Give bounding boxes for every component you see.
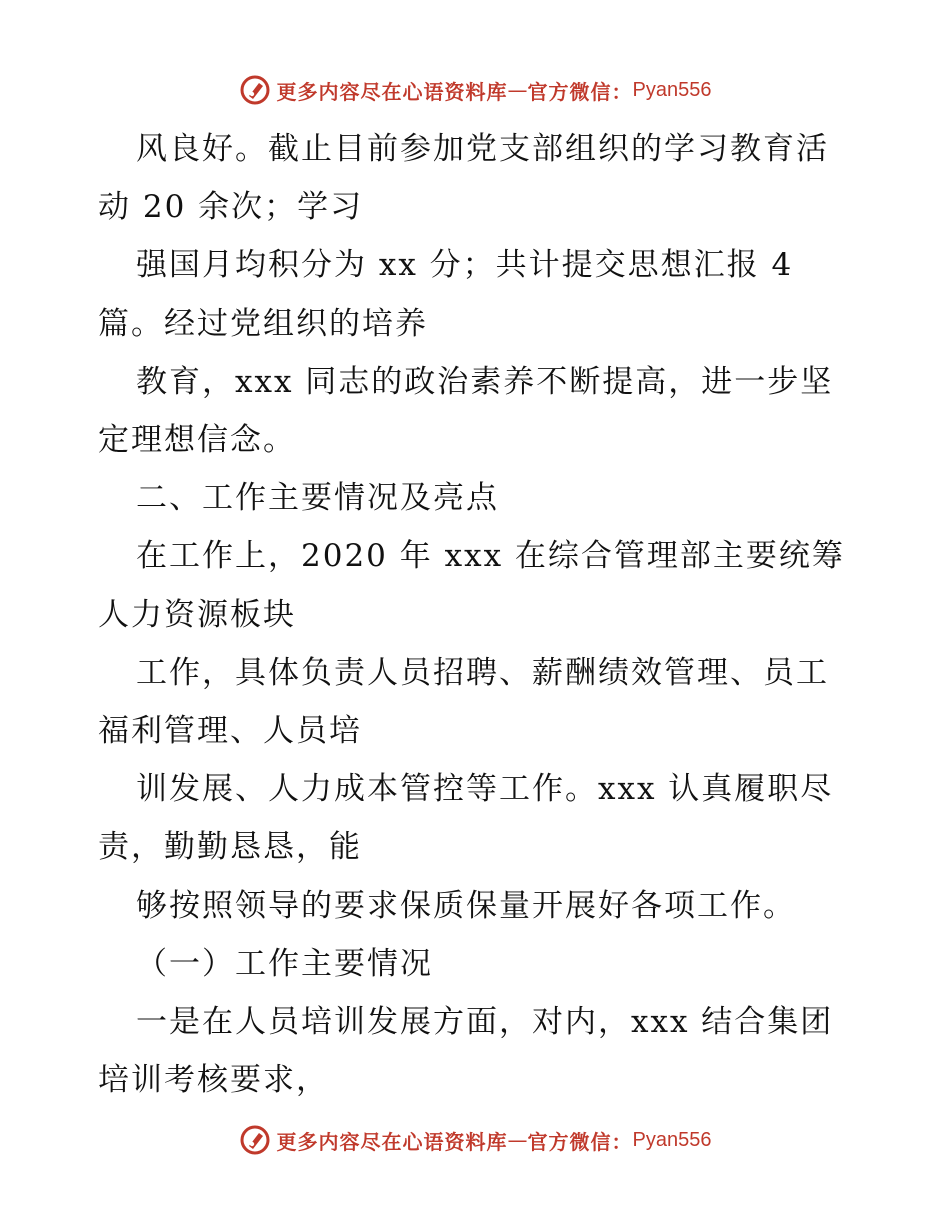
banner-wechat-id: Pyan556 (632, 78, 712, 101)
banner-brand-text: 更多内容尽在心语资料库 (276, 1129, 508, 1154)
banner-wechat-label: 官方微信： (527, 79, 633, 104)
body-text (98, 120, 858, 1109)
banner-wechat-id: Pyan556 (632, 1128, 712, 1151)
paragraph: 训发展、人力成本管控等工作。xxx 认真履职尽责，勤勤恳恳，能 (98, 771, 834, 866)
paragraph: 教育，xxx 同志的政治素养不断提高，进一步坚定理想信念。 (98, 363, 834, 459)
header-banner (0, 70, 950, 110)
pen-nib-seal-icon (239, 74, 271, 106)
paragraph: 工作，具体负责人员招聘、薪酬绩效管理、员工福利管理、人员培 (98, 654, 829, 750)
subsection-heading: （一）工作主要情况 (136, 945, 433, 982)
footer-banner (0, 1120, 950, 1160)
banner-separator: — (507, 1128, 528, 1152)
paragraph: 够按照领导的要求保质保量开展好各项工作。 (136, 887, 796, 924)
pen-nib-seal-icon (239, 1124, 271, 1156)
paragraph: 在工作上，2020 年 xxx 在综合管理部主要统筹人力资源板块 (98, 538, 845, 633)
banner-brand-text: 更多内容尽在心语资料库 (276, 79, 508, 104)
section-heading: 二、工作主要情况及亮点 (136, 480, 499, 517)
banner-wechat-label: 官方微信： (527, 1129, 633, 1154)
paragraph: 强国月均积分为 xx 分；共计提交思想汇报 4 篇。经过党组织的培养 (98, 247, 794, 342)
banner-separator: — (507, 78, 528, 102)
paragraph: 风良好。截止目前参加党支部组织的学习教育活动 20 余次；学习 (98, 131, 829, 226)
paragraph: 一是在人员培训发展方面，对内，xxx 结合集团培训考核要求， (98, 1004, 834, 1099)
